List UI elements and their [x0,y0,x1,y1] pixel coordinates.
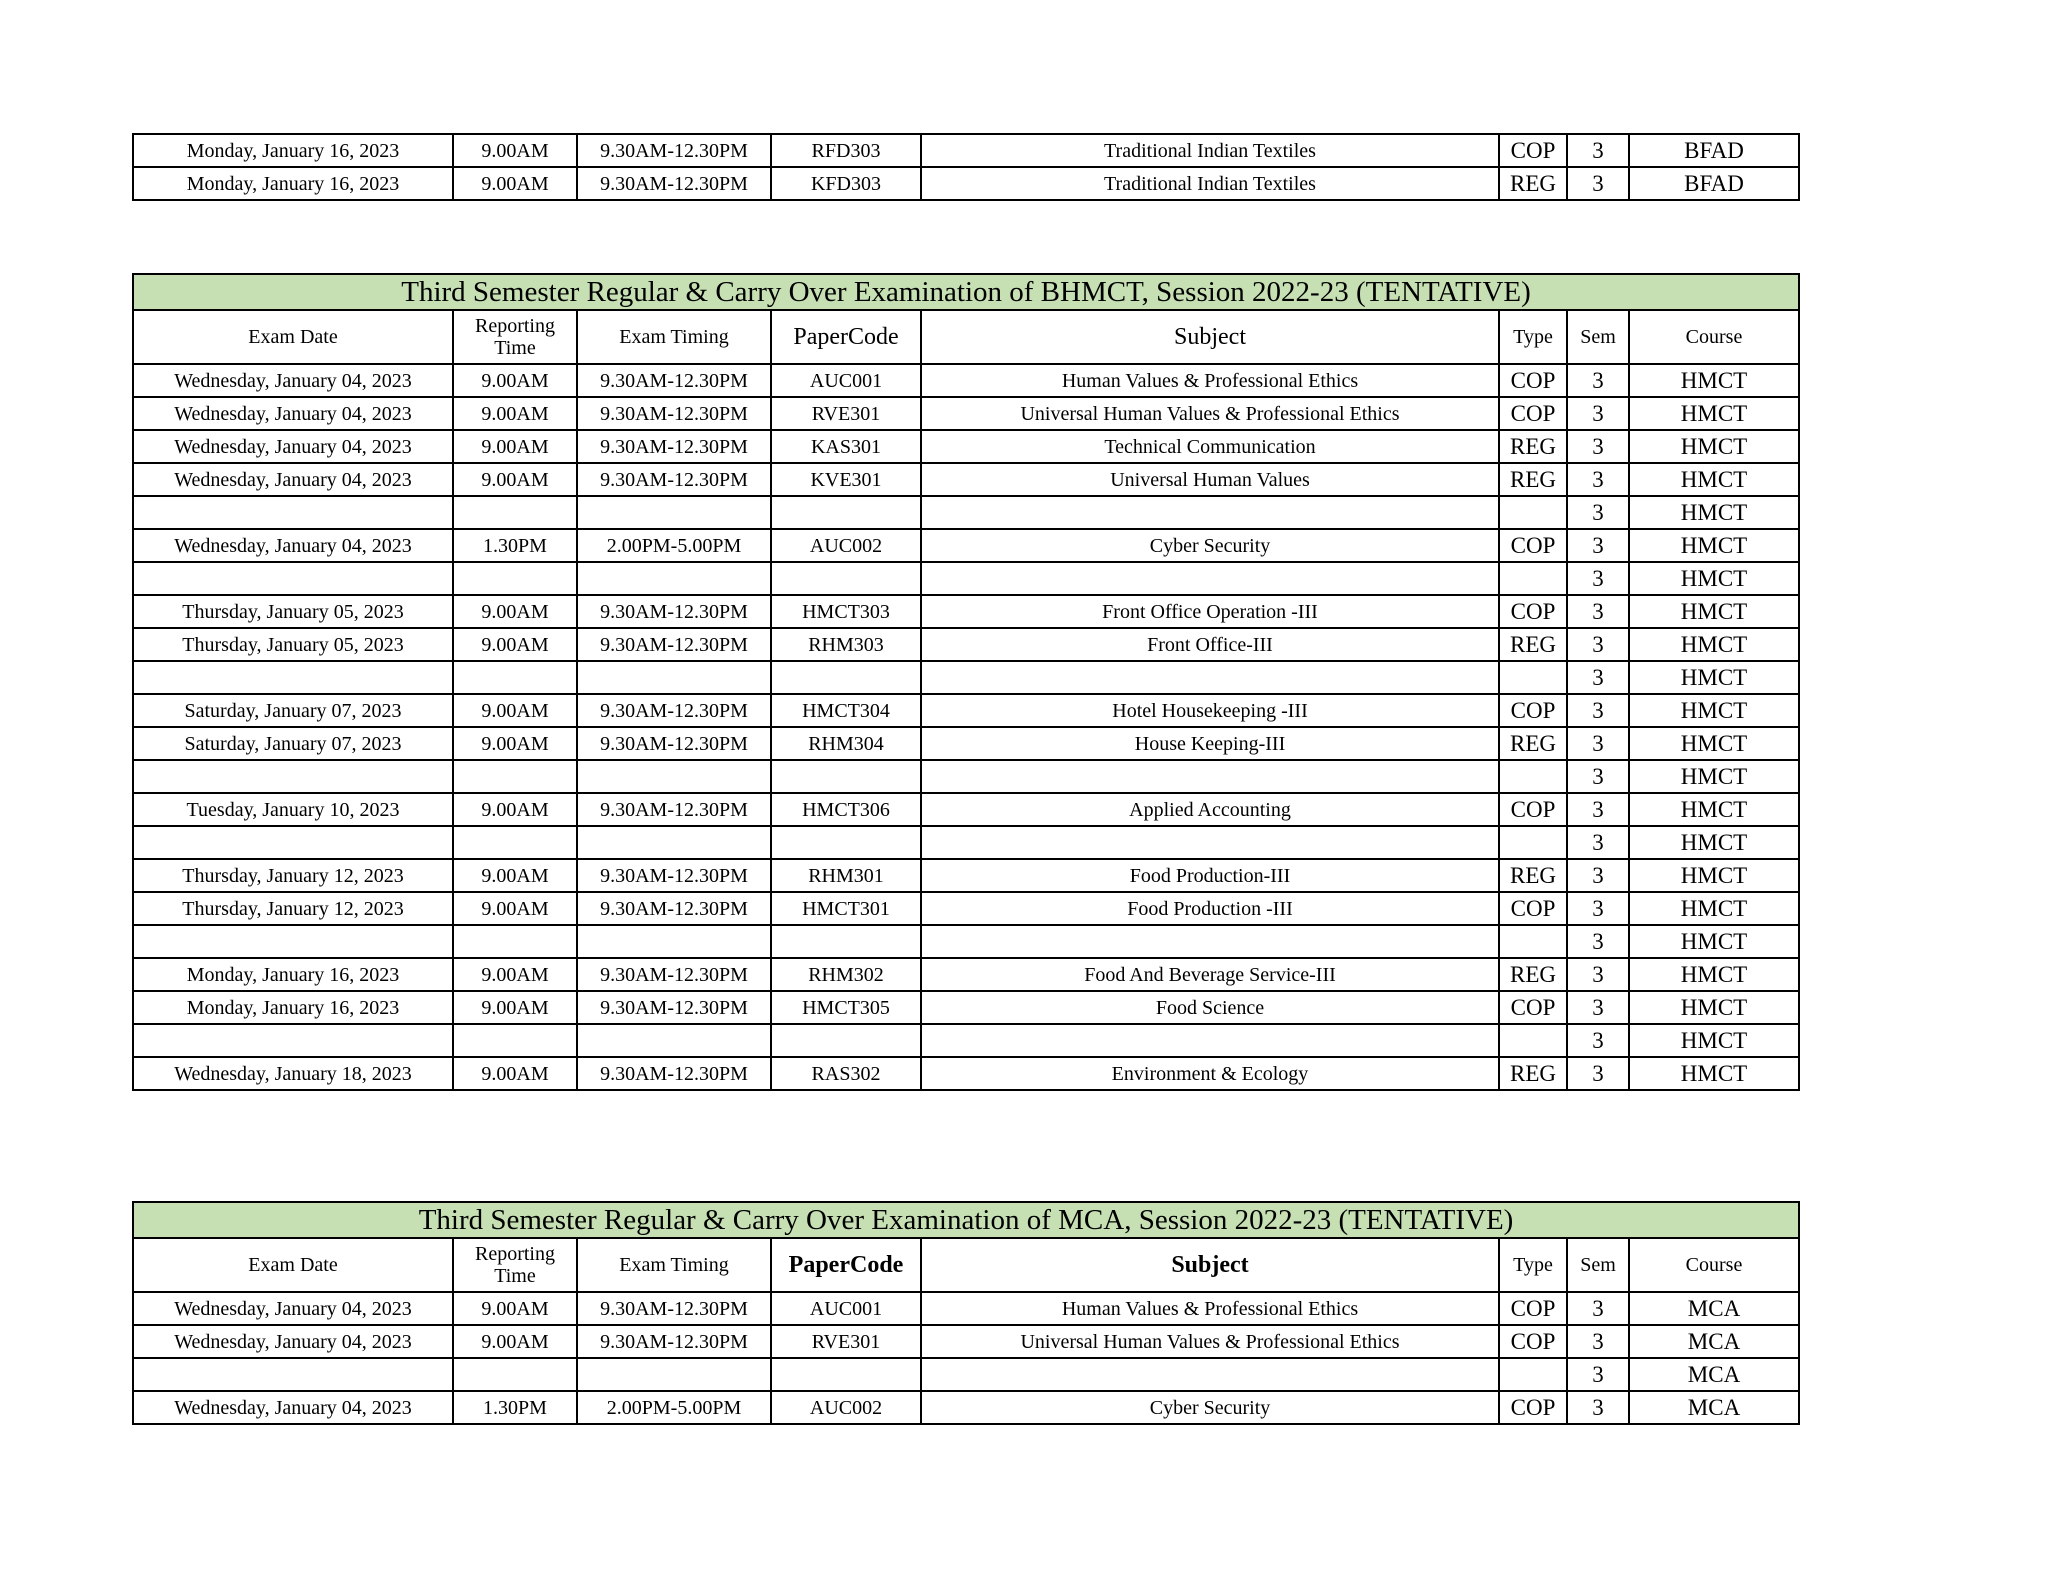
cell-exam-date [133,661,453,694]
cell-exam-timing [577,826,771,859]
cell-course: HMCT [1629,1024,1799,1057]
cell-course: HMCT [1629,562,1799,595]
cell-subject: Human Values & Professional Ethics [921,1292,1499,1325]
cell-type: COP [1499,364,1567,397]
cell-exam-date [133,925,453,958]
cell-subject [921,1024,1499,1057]
header-reporting-line1: Reporting [475,315,555,337]
cell-sem: 3 [1567,562,1629,595]
cell-course: MCA [1629,1391,1799,1424]
cell-exam-timing: 9.30AM-12.30PM [577,694,771,727]
table-row [133,661,1799,694]
cell-exam-timing: 2.00PM-5.00PM [577,529,771,562]
cell-exam-timing: 9.30AM-12.30PM [577,595,771,628]
cell-exam-timing: 9.30AM-12.30PM [577,892,771,925]
cell-exam-timing: 9.30AM-12.30PM [577,727,771,760]
cell-subject: Universal Human Values & Professional Ethics [921,1325,1499,1358]
cell-subject: Human Values & Professional Ethics [921,364,1499,397]
table-row [133,727,1799,760]
cell-type [1499,562,1567,595]
cell-course: BFAD [1629,134,1799,167]
cell-reporting-time [453,562,577,595]
cell-subject: Hotel Housekeeping -III [921,694,1499,727]
cell-subject: Applied Accounting [921,793,1499,826]
header-course: Course [1629,1238,1799,1292]
cell-subject [921,496,1499,529]
cell-exam-date [133,826,453,859]
header-exam-timing: Exam Timing [577,1238,771,1292]
cell-reporting-time: 9.00AM [453,892,577,925]
cell-sem: 3 [1567,991,1629,1024]
cell-type: REG [1499,1057,1567,1090]
cell-exam-timing: 9.30AM-12.30PM [577,628,771,661]
table-row [133,1358,1799,1391]
header-reporting-line2: Time [494,1265,536,1287]
cell-subject: Technical Communication [921,430,1499,463]
table-row [133,826,1799,859]
table-row [133,694,1799,727]
cell-sem: 3 [1567,661,1629,694]
table-row [133,463,1799,496]
cell-paper-code: HMCT301 [771,892,921,925]
cell-sem: 3 [1567,925,1629,958]
cell-exam-date: Monday, January 16, 2023 [133,134,453,167]
cell-type: REG [1499,463,1567,496]
cell-exam-date [133,760,453,793]
table-row [133,991,1799,1024]
table-row [133,1057,1799,1090]
cell-reporting-time: 9.00AM [453,727,577,760]
cell-exam-date: Thursday, January 05, 2023 [133,628,453,661]
cell-exam-date: Saturday, January 07, 2023 [133,694,453,727]
cell-subject [921,760,1499,793]
cell-course: HMCT [1629,661,1799,694]
cell-paper-code [771,760,921,793]
cell-type: REG [1499,958,1567,991]
cell-exam-timing: 9.30AM-12.30PM [577,1292,771,1325]
cell-type [1499,1358,1567,1391]
cell-exam-timing: 9.30AM-12.30PM [577,463,771,496]
header-reporting-line2: Time [494,337,536,359]
cell-subject: Front Office-III [921,628,1499,661]
cell-paper-code [771,496,921,529]
header-subject: Subject [921,310,1499,364]
cell-exam-timing [577,760,771,793]
cell-paper-code [771,562,921,595]
cell-course: HMCT [1629,793,1799,826]
cell-subject: Traditional Indian Textiles [921,167,1499,200]
cell-paper-code [771,661,921,694]
header-reporting-line1: Reporting [475,1243,555,1265]
cell-exam-timing: 9.30AM-12.30PM [577,793,771,826]
cell-course: HMCT [1629,430,1799,463]
cell-exam-timing: 9.30AM-12.30PM [577,397,771,430]
table-title-row [133,1202,1799,1238]
cell-sem: 3 [1567,134,1629,167]
header-paper-code: PaperCode [771,1238,921,1292]
cell-paper-code: RVE301 [771,1325,921,1358]
cell-paper-code: KAS301 [771,430,921,463]
cell-reporting-time: 9.00AM [453,859,577,892]
table-row [133,595,1799,628]
cell-paper-code: RFD303 [771,134,921,167]
cell-exam-date: Monday, January 16, 2023 [133,958,453,991]
cell-reporting-time: 9.00AM [453,958,577,991]
cell-course: HMCT [1629,760,1799,793]
cell-subject: Universal Human Values [921,463,1499,496]
cell-paper-code: AUC002 [771,1391,921,1424]
cell-subject: Food Production-III [921,859,1499,892]
cell-subject: Front Office Operation -III [921,595,1499,628]
cell-reporting-time: 9.00AM [453,628,577,661]
cell-exam-timing: 9.30AM-12.30PM [577,1325,771,1358]
cell-reporting-time: 9.00AM [453,1292,577,1325]
cell-paper-code: AUC002 [771,529,921,562]
table-header-row [133,1238,1799,1292]
cell-type: COP [1499,529,1567,562]
cell-reporting-time [453,1024,577,1057]
cell-exam-date [133,1358,453,1391]
cell-reporting-time: 9.00AM [453,793,577,826]
cell-subject: Food Science [921,991,1499,1024]
cell-sem: 3 [1567,1325,1629,1358]
cell-reporting-time: 9.00AM [453,1325,577,1358]
cell-paper-code: RHM304 [771,727,921,760]
cell-exam-timing: 2.00PM-5.00PM [577,1391,771,1424]
cell-exam-date: Thursday, January 12, 2023 [133,892,453,925]
cell-paper-code: AUC001 [771,1292,921,1325]
cell-exam-date: Wednesday, January 04, 2023 [133,430,453,463]
cell-exam-timing: 9.30AM-12.30PM [577,364,771,397]
cell-course: HMCT [1629,529,1799,562]
cell-sem: 3 [1567,364,1629,397]
cell-sem: 3 [1567,529,1629,562]
table-row [133,760,1799,793]
table-row [133,925,1799,958]
cell-paper-code: KVE301 [771,463,921,496]
table-row [133,397,1799,430]
cell-type [1499,826,1567,859]
cell-course: MCA [1629,1325,1799,1358]
cell-paper-code [771,925,921,958]
cell-reporting-time [453,826,577,859]
table-row [133,892,1799,925]
cell-subject: Cyber Security [921,529,1499,562]
cell-sem: 3 [1567,727,1629,760]
header-exam-timing: Exam Timing [577,310,771,364]
cell-sem: 3 [1567,760,1629,793]
table-row [133,496,1799,529]
header-sem: Sem [1567,1238,1629,1292]
cell-exam-timing [577,562,771,595]
cell-reporting-time: 1.30PM [453,1391,577,1424]
cell-course: HMCT [1629,727,1799,760]
mca-table-title: Third Semester Regular & Carry Over Examination of MCA, Session 2022-23 (TENTATIVE) [133,1202,1799,1238]
table-row [133,958,1799,991]
cell-sem: 3 [1567,628,1629,661]
cell-reporting-time [453,661,577,694]
header-exam-date: Exam Date [133,310,453,364]
header-subject: Subject [921,1238,1499,1292]
cell-type [1499,661,1567,694]
cell-type: COP [1499,1325,1567,1358]
cell-exam-date: Monday, January 16, 2023 [133,167,453,200]
cell-reporting-time: 9.00AM [453,595,577,628]
cell-paper-code: RHM302 [771,958,921,991]
cell-sem: 3 [1567,859,1629,892]
cell-sem: 3 [1567,496,1629,529]
header-paper-code: PaperCode [771,310,921,364]
cell-paper-code: RHM301 [771,859,921,892]
cell-exam-timing: 9.30AM-12.30PM [577,958,771,991]
bfad-continuation-table [132,133,1800,201]
cell-paper-code [771,1024,921,1057]
cell-sem: 3 [1567,826,1629,859]
cell-subject: Environment & Ecology [921,1057,1499,1090]
cell-paper-code: HMCT305 [771,991,921,1024]
header-exam-date: Exam Date [133,1238,453,1292]
cell-course: HMCT [1629,1057,1799,1090]
mca-schedule-table [132,1201,1800,1425]
cell-exam-timing [577,1358,771,1391]
cell-exam-date: Wednesday, January 04, 2023 [133,364,453,397]
cell-sem: 3 [1567,463,1629,496]
bhmct-rows [133,364,1799,1090]
table-row [133,562,1799,595]
cell-type [1499,1024,1567,1057]
cell-type: COP [1499,1292,1567,1325]
table-row [133,1292,1799,1325]
header-course: Course [1629,310,1799,364]
table-row [133,1391,1799,1424]
cell-paper-code: RHM303 [771,628,921,661]
cell-sem: 3 [1567,793,1629,826]
cell-type: COP [1499,793,1567,826]
cell-type: REG [1499,859,1567,892]
header-reporting-time [453,310,577,364]
cell-exam-timing [577,925,771,958]
cell-subject: Cyber Security [921,1391,1499,1424]
cell-subject: Traditional Indian Textiles [921,134,1499,167]
cell-reporting-time: 1.30PM [453,529,577,562]
table-row [133,529,1799,562]
cell-type [1499,496,1567,529]
cell-course: HMCT [1629,397,1799,430]
cell-exam-timing [577,1024,771,1057]
cell-paper-code: RVE301 [771,397,921,430]
cell-sem: 3 [1567,430,1629,463]
header-reporting-time [453,1238,577,1292]
cell-reporting-time: 9.00AM [453,430,577,463]
cell-reporting-time: 9.00AM [453,134,577,167]
table-row [133,859,1799,892]
cell-sem: 3 [1567,694,1629,727]
table-row [133,167,1799,200]
cell-paper-code: KFD303 [771,167,921,200]
table-title-row [133,274,1799,310]
cell-course: HMCT [1629,496,1799,529]
cell-exam-timing: 9.30AM-12.30PM [577,167,771,200]
cell-exam-date [133,562,453,595]
cell-exam-date: Wednesday, January 04, 2023 [133,463,453,496]
cell-exam-timing [577,661,771,694]
cell-exam-date: Tuesday, January 10, 2023 [133,793,453,826]
header-sem: Sem [1567,310,1629,364]
cell-paper-code: AUC001 [771,364,921,397]
cell-sem: 3 [1567,1391,1629,1424]
table-row [133,1325,1799,1358]
cell-course: MCA [1629,1358,1799,1391]
cell-type: REG [1499,628,1567,661]
cell-subject: Universal Human Values & Professional Ethics [921,397,1499,430]
cell-reporting-time: 9.00AM [453,364,577,397]
cell-sem: 3 [1567,1292,1629,1325]
cell-type [1499,925,1567,958]
cell-exam-date: Saturday, January 07, 2023 [133,727,453,760]
cell-paper-code: HMCT306 [771,793,921,826]
table-row [133,628,1799,661]
bhmct-table-title: Third Semester Regular & Carry Over Examination of BHMCT, Session 2022-23 (TENTATIVE) [133,274,1799,310]
mca-rows [133,1292,1799,1424]
cell-subject: Food Production -III [921,892,1499,925]
cell-exam-date: Thursday, January 05, 2023 [133,595,453,628]
cell-reporting-time [453,925,577,958]
table-row [133,134,1799,167]
cell-reporting-time: 9.00AM [453,1057,577,1090]
cell-course: HMCT [1629,859,1799,892]
cell-sem: 3 [1567,958,1629,991]
header-type: Type [1499,310,1567,364]
cell-type: COP [1499,397,1567,430]
cell-subject [921,826,1499,859]
table-row [133,364,1799,397]
cell-exam-timing: 9.30AM-12.30PM [577,1057,771,1090]
table-row [133,793,1799,826]
cell-course: HMCT [1629,925,1799,958]
cell-sem: 3 [1567,892,1629,925]
cell-exam-date: Wednesday, January 04, 2023 [133,397,453,430]
cell-sem: 3 [1567,167,1629,200]
cell-type: COP [1499,892,1567,925]
cell-type: COP [1499,694,1567,727]
cell-type: REG [1499,430,1567,463]
cell-course: HMCT [1629,364,1799,397]
cell-reporting-time [453,760,577,793]
cell-sem: 3 [1567,595,1629,628]
cell-reporting-time: 9.00AM [453,694,577,727]
cell-type: REG [1499,167,1567,200]
cell-subject [921,562,1499,595]
cell-paper-code: RAS302 [771,1057,921,1090]
cell-subject: House Keeping-III [921,727,1499,760]
cell-reporting-time: 9.00AM [453,397,577,430]
cell-subject [921,661,1499,694]
cell-exam-timing: 9.30AM-12.30PM [577,991,771,1024]
cell-reporting-time: 9.00AM [453,463,577,496]
cell-course: BFAD [1629,167,1799,200]
cell-subject [921,925,1499,958]
cell-exam-date: Wednesday, January 04, 2023 [133,1325,453,1358]
cell-sem: 3 [1567,397,1629,430]
cell-type [1499,760,1567,793]
cell-type: COP [1499,1391,1567,1424]
header-type: Type [1499,1238,1567,1292]
cell-exam-date: Wednesday, January 04, 2023 [133,1292,453,1325]
cell-paper-code: HMCT304 [771,694,921,727]
cell-course: HMCT [1629,463,1799,496]
cell-reporting-time [453,496,577,529]
cell-reporting-time [453,1358,577,1391]
cell-exam-date: Wednesday, January 04, 2023 [133,1391,453,1424]
cell-course: MCA [1629,1292,1799,1325]
cell-course: HMCT [1629,628,1799,661]
table-row [133,430,1799,463]
cell-exam-timing: 9.30AM-12.30PM [577,859,771,892]
cell-type: COP [1499,595,1567,628]
cell-course: HMCT [1629,826,1799,859]
table-header-row [133,310,1799,364]
cell-course: HMCT [1629,958,1799,991]
cell-exam-timing: 9.30AM-12.30PM [577,134,771,167]
cell-exam-timing: 9.30AM-12.30PM [577,430,771,463]
cell-paper-code: HMCT303 [771,595,921,628]
bfad-rows [133,134,1799,200]
cell-subject: Food And Beverage Service-III [921,958,1499,991]
cell-exam-timing [577,496,771,529]
cell-reporting-time: 9.00AM [453,991,577,1024]
cell-type: COP [1499,134,1567,167]
cell-type: COP [1499,991,1567,1024]
cell-exam-date: Thursday, January 12, 2023 [133,859,453,892]
cell-course: HMCT [1629,595,1799,628]
bhmct-schedule-table [132,273,1800,1091]
cell-type: REG [1499,727,1567,760]
cell-sem: 3 [1567,1024,1629,1057]
cell-exam-date [133,1024,453,1057]
cell-course: HMCT [1629,991,1799,1024]
cell-sem: 3 [1567,1057,1629,1090]
cell-course: HMCT [1629,892,1799,925]
table-row [133,1024,1799,1057]
cell-exam-date [133,496,453,529]
cell-subject [921,1358,1499,1391]
cell-paper-code [771,826,921,859]
cell-exam-date: Wednesday, January 04, 2023 [133,529,453,562]
cell-exam-date: Monday, January 16, 2023 [133,991,453,1024]
cell-paper-code [771,1358,921,1391]
cell-reporting-time: 9.00AM [453,167,577,200]
cell-course: HMCT [1629,694,1799,727]
cell-sem: 3 [1567,1358,1629,1391]
cell-exam-date: Wednesday, January 18, 2023 [133,1057,453,1090]
